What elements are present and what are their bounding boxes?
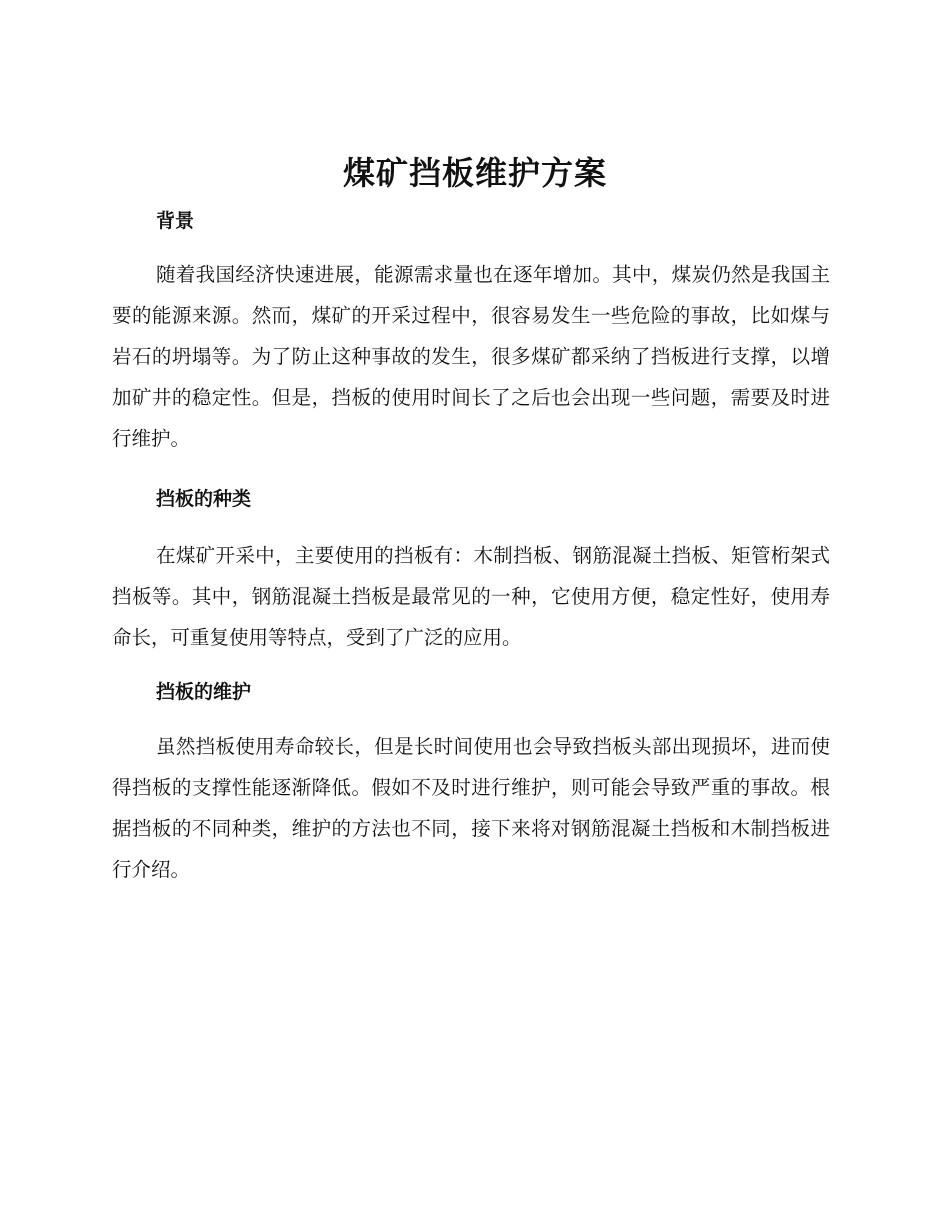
section-body-background: 随着我国经济快速进展，能源需求量也在逐年增加。其中，煤炭仍然是我国主要的能源来源。然而，煤矿的开采过程中，很容易发生一些危险的事故，比如煤与岩石的坍塌等。为了防止这种事故的发生，很多煤矿都采纳了挡板进行支撑，以增加矿井的稳定性。但是，挡板的使用时间长了之后也会出现一些问题，需要及时进行维护。 xyxy=(112,263,830,450)
section-heading-background: 背景 xyxy=(156,210,195,232)
section-heading-baffle-types: 挡板的种类 xyxy=(156,488,252,510)
section-body-baffle-maintenance: 虽然挡板使用寿命较长，但是长时间使用也会导致挡板头部出现损坏，进而使得挡板的支撑性能逐渐降低。假如不及时进行维护，则可能会导致严重的事故。根据挡板的不同种类，维护的方法也不同，接下来将对钢筋混凝土挡板和木制挡板进行介绍。 xyxy=(112,735,830,881)
section-body-baffle-types: 在煤矿开采中，主要使用的挡板有：木制挡板、钢筋混凝土挡板、矩管桁架式挡板等。其中，钢筋混凝土挡板是最常见的一种，它使用方便，稳定性好，使用寿命长，可重复使用等特点，受到了广泛的应用。 xyxy=(112,544,830,649)
document-title: 煤矿挡板维护方案 xyxy=(342,154,607,192)
section-heading-baffle-maintenance: 挡板的维护 xyxy=(156,681,252,703)
